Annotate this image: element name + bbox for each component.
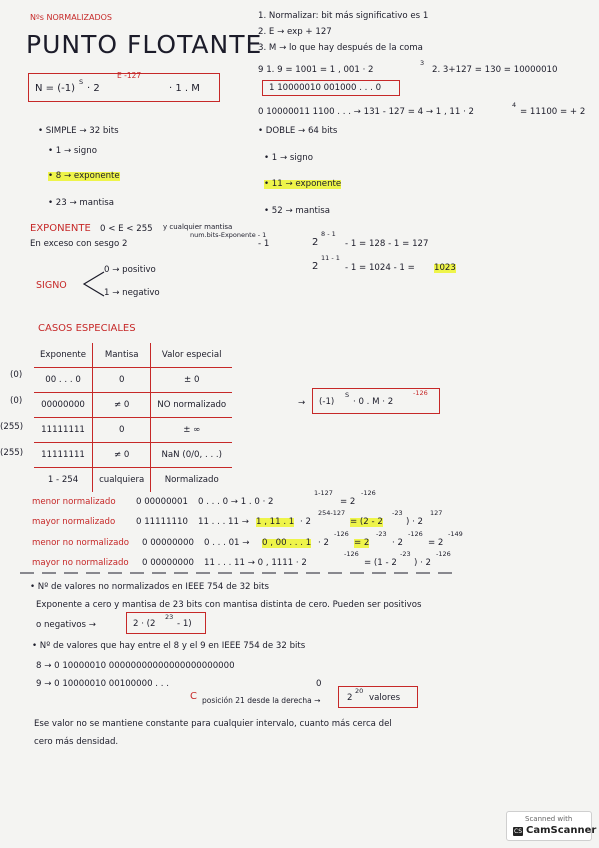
cell: 1 - 254 [34, 468, 93, 493]
limit-tail2-exp: 127 [430, 509, 443, 517]
row-label-3: (255) [0, 422, 24, 432]
cell: NaN (0/0, . . .) [151, 443, 232, 468]
signo-brace [80, 268, 106, 300]
example-line1: 9 1. 9 = 1001 = 1 , 001 · 2 [258, 65, 374, 75]
limit-label: mayor no normalizado [32, 558, 129, 568]
note-7-box-exp: 20 [355, 687, 364, 695]
limit-bits: 0 00000000 [142, 558, 194, 568]
limit-tail3: = 2 [428, 538, 444, 548]
note-9: cero más densidad. [34, 737, 119, 747]
limit-rest: 11 . . . 11 → 0 , 1111 · 2 [204, 558, 307, 568]
cell: ± ∞ [151, 418, 232, 443]
row-label-1: (0) [10, 370, 23, 380]
limit-exp: 1-127 [314, 489, 333, 497]
note-3: o negativos → [36, 620, 96, 630]
arrow-box-exp: -126 [413, 389, 428, 397]
formula-exp: E -127 [117, 71, 142, 80]
doble-title: • DOBLE → 64 bits [258, 126, 338, 136]
example-line3: 0 10000011 1100 . . . → 131 - 127 = 4 → 1 , 11 · 2 [258, 107, 475, 117]
page-title: PUNTO FLOTANTE [26, 30, 263, 59]
casos-title: CASOS ESPECIALES [38, 323, 136, 334]
exponente-title: EXPONENTE [30, 223, 91, 234]
limit-tail2-exp: -126 [436, 550, 451, 558]
note-6: 9 → 0 10000010 00100000 . . . [36, 679, 169, 689]
limit-bits: 0 00000001 [136, 497, 188, 507]
doble-item-2: • 11 → exponente [264, 179, 342, 189]
limit-tail: = 2 [340, 497, 356, 507]
limit-tail2: ) · 2 [414, 558, 432, 568]
cell: 00000000 [34, 393, 93, 418]
limit-rest: 11 . . . 11 → [198, 517, 249, 527]
table-row [34, 393, 232, 418]
formula-s: S [79, 78, 84, 86]
calc2-hl: 1023 [434, 263, 456, 273]
limit-label: mayor normalizado [32, 517, 116, 527]
note-7-box-base: 2 [347, 693, 353, 703]
exponente-range: 0 < E < 255 [100, 224, 153, 234]
cell: ≠ 0 [93, 443, 151, 468]
badge-line1: Scanned with [525, 815, 573, 823]
cell: 0 [93, 418, 151, 443]
calc2-rest: - 1 = 1024 - 1 = [345, 263, 415, 273]
camscanner-badge [506, 811, 597, 841]
limit-tail2-exp: -126 [408, 530, 423, 538]
rule-2: 2. E → exp + 127 [258, 27, 332, 37]
calc1-exp: 8 - 1 [321, 230, 336, 238]
cell: 11111111 [34, 443, 93, 468]
formula-two: · 2 [87, 83, 100, 94]
note-1: • Nº de valores no normalizados en IEEE 754 de 32 bits [30, 582, 269, 592]
doble-item-3: • 52 → mantisa [264, 206, 330, 216]
note-3-box-exp: 23 [165, 613, 174, 621]
limit-tail-exp: -23 [376, 530, 387, 538]
limit-bits: 0 00000000 [142, 538, 194, 548]
note-3-box-tail: - 1) [177, 619, 192, 629]
arrow-box-s: S [345, 391, 350, 399]
example-bits-box [262, 80, 400, 96]
limit-label: menor normalizado [32, 497, 116, 507]
dot-sep: · 2 [300, 517, 311, 527]
table-row [34, 418, 232, 443]
calc1-rest: - 1 = 128 - 1 = 127 [345, 239, 429, 249]
limit-hl: 1 , 11 . 1 [256, 517, 295, 527]
table-row [34, 368, 232, 393]
simple-title: • SIMPLE → 32 bits [38, 126, 119, 136]
signo-pos: 0 → positivo [104, 265, 156, 275]
cell: NO normalizado [151, 393, 232, 418]
note-6-zero: 0 [316, 679, 322, 689]
example-line1-tail: 2. 3+127 = 130 = 10000010 [432, 65, 558, 75]
cell: ≠ 0 [93, 393, 151, 418]
limit-tail-exp: -126 [361, 489, 376, 497]
note-2: Exponente a cero y mantisa de 23 bits con mantisa distinta de cero. Pueden ser positivos [36, 600, 422, 610]
limit-tail: = (1 - 2 [364, 558, 397, 568]
simple-item-2: • 8 → exponente [48, 171, 120, 181]
calc2-base: 2 [312, 261, 319, 272]
limit-tail: = 2 [354, 538, 370, 548]
col-mantisa: Mantisa [93, 343, 151, 368]
limit-hl: 0 , 00 . . . 1 [262, 538, 312, 548]
signo-neg: 1 → negativo [104, 288, 160, 298]
row-label-2: (0) [10, 396, 23, 406]
calc2-exp: 11 - 1 [321, 254, 340, 262]
calc1-base: 2 [312, 237, 319, 248]
badge-line2: CamScanner [526, 825, 597, 836]
formula-tail: · 1 . M [169, 83, 200, 94]
cell: Normalizado [164, 475, 219, 485]
note-4: • Nº de valores que hay entre el 8 y el 9 en IEEE 754 de 32 bits [32, 641, 306, 651]
cell: cualquiera [93, 468, 151, 493]
example-line3-tail: = 11100 = + 2 [520, 107, 586, 117]
limit-tail: = (2 - 2 [350, 517, 383, 527]
example-line3-exp: 4 [512, 101, 517, 109]
limit-bits: 0 11111110 [136, 517, 188, 527]
simple-item-1: • 1 → signo [48, 146, 97, 156]
casos-table [34, 343, 232, 492]
subtitle: Nºs NORMALIZADOS [30, 13, 112, 22]
exponente-note: y cualquier mantisa [163, 223, 233, 231]
arrow-box-mid: · 0 . M · 2 [353, 397, 394, 407]
note-3-box-base: 2 · (2 [133, 619, 156, 629]
cell: 11111111 [34, 418, 93, 443]
limit-tail-exp: -23 [400, 550, 411, 558]
note-3-box [126, 612, 206, 634]
limit-rest: 0 . . . 0 → 1 . 0 · 2 [198, 497, 274, 507]
rule-1: 1. Normalizar: bit más significativo es 1 [258, 11, 429, 21]
exponente-line: En exceso con sesgo 2 [30, 239, 128, 249]
camscanner-logo-icon: CS [514, 828, 522, 835]
limit-rest: 0 . . . 01 → [204, 538, 250, 548]
signo-label: SIGNO [36, 280, 67, 291]
limit-exp: 254-127 [318, 509, 346, 517]
dot-sep: · 2 [318, 538, 329, 548]
limit-tail2: · 2 [392, 538, 403, 548]
note-5: 8 → 0 10000010 00000000000000000000000 [36, 661, 235, 671]
limit-exp: -126 [344, 550, 359, 558]
limit-tail2: ) · 2 [406, 517, 424, 527]
formula-base: N = (-1) [35, 83, 75, 94]
col-valor: Valor especial [151, 343, 232, 368]
row-label-4: (255) [0, 448, 24, 458]
example-bits: 1 10000010 001000 . . . 0 [269, 83, 382, 93]
cell: 0 [93, 368, 151, 393]
example-line1-exp: 3 [420, 59, 425, 67]
exponente-sup: num.bits-Exponente - 1 [190, 231, 267, 239]
note-7-box [338, 686, 418, 708]
note-8: Ese valor no se mantiene constante para cualquier intervalo, cuanto más cerca del [34, 719, 392, 729]
table-row [34, 468, 232, 493]
limit-label: menor no normalizado [32, 538, 130, 548]
arrow-icon: → [298, 398, 306, 408]
arrow-box-base: (-1) [319, 397, 335, 407]
dashed-separator [20, 570, 460, 576]
formula-box [28, 73, 220, 102]
arrow-result-box [312, 388, 440, 414]
doble-item-1: • 1 → signo [264, 153, 313, 163]
exponente-minus: - 1 [258, 239, 270, 249]
limit-exp: -126 [334, 530, 349, 538]
cell: ± 0 [151, 368, 232, 393]
limit-tail-exp: -23 [392, 509, 403, 517]
note-7-c: C [190, 691, 197, 702]
limit-tail3-exp: -149 [448, 530, 463, 538]
simple-item-3: • 23 → mantisa [48, 198, 114, 208]
col-exponente: Exponente [34, 343, 93, 368]
note-7-box-tail: valores [369, 693, 401, 703]
cell: 00 . . . 0 [34, 368, 93, 393]
note-7: posición 21 desde la derecha → [202, 696, 321, 705]
table-row [34, 443, 232, 468]
rule-3: 3. M → lo que hay después de la coma [258, 43, 423, 53]
